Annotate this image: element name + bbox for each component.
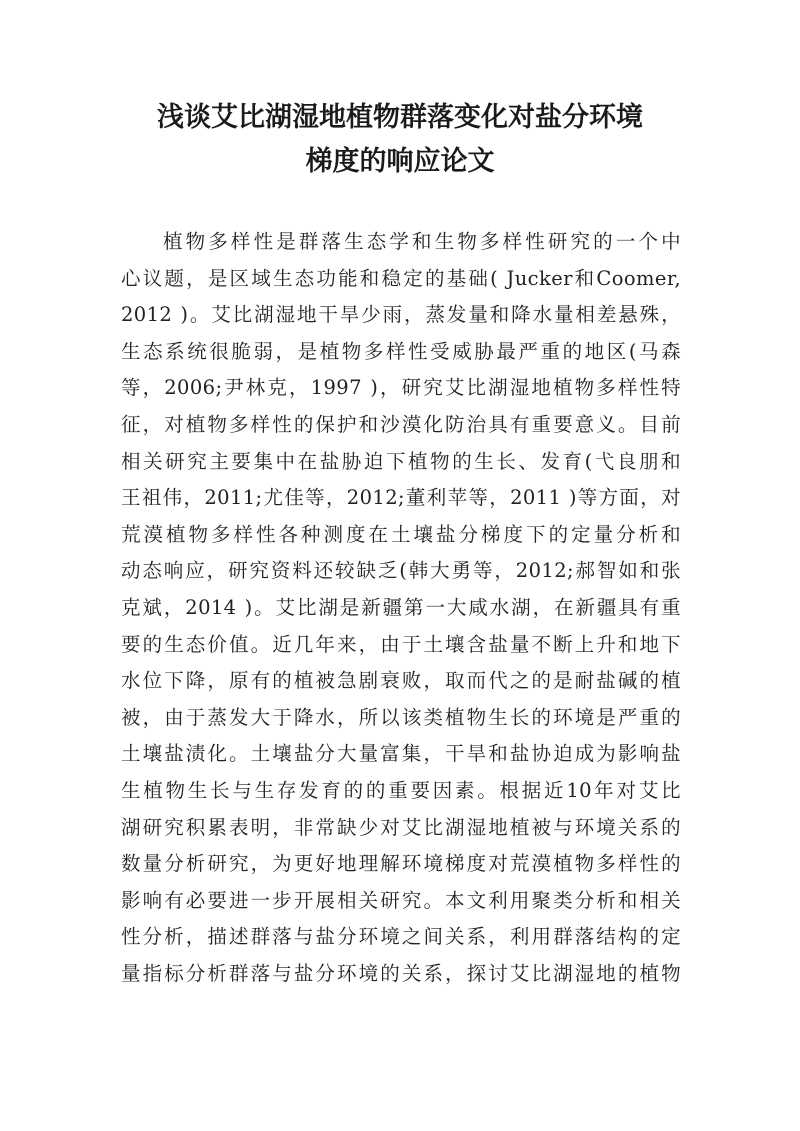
paragraph-line: 要的生态价值。近几年来，由于土壤含盐量不断上升和地下 — [121, 632, 681, 656]
paragraph-line: 征，对植物多样性的保护和沙漠化防治具有重要意义。目前 — [121, 412, 681, 436]
paragraph-line: 荒漠植物多样性各种测度在土壤盐分梯度下的定量分析和 — [121, 522, 681, 546]
paragraph-line: 数量分析研究，为更好地理解环境梯度对荒漠植物多样性的 — [121, 852, 681, 876]
paragraph-line: 植物多样性是群落生态学和生物多样性研究的一个中 — [163, 230, 681, 253]
title-line: 梯度的响应论文 — [305, 146, 495, 177]
paragraph-line: 动态响应，研究资料还较缺乏(韩大勇等，2012;郝智如和张 — [121, 559, 681, 583]
paragraph-line: 湖研究积累表明，非常缺少对艾比湖湿地植被与环境关系的 — [121, 815, 681, 839]
paragraph-line: 生态系统很脆弱，是植物多样性受威胁最严重的地区(马森 — [121, 339, 681, 363]
body-paragraph — [121, 224, 681, 992]
title-line: 浅谈艾比湖湿地植物群落变化对盐分环境 — [157, 102, 643, 133]
paragraph-line: 量指标分析群落与盐分环境的关系，探讨艾比湖湿地的植物 — [121, 961, 681, 985]
paragraph-line: 克斌，2014 )。艾比湖是新疆第一大咸水湖，在新疆具有重 — [121, 595, 681, 619]
paragraph-line: 水位下降，原有的植被急剧衰败，取而代之的是耐盐碱的植 — [121, 669, 681, 693]
paragraph-line: 被，由于蒸发大于降水，所以该类植物生长的环境是严重的 — [121, 705, 681, 729]
page-title — [60, 96, 740, 184]
paragraph-line: 2012 )。艾比湖湿地干旱少雨，蒸发量和降水量相差悬殊， — [121, 303, 681, 327]
paragraph-line: 等，2006;尹林克，1997 )，研究艾比湖湿地植物多样性特 — [121, 376, 681, 400]
paragraph-line: 心议题，是区域生态功能和稳定的基础( Jucker和Coomer, — [121, 266, 681, 290]
paragraph-line: 性分析，描述群落与盐分环境之间关系，利用群落结构的定 — [121, 925, 681, 949]
paragraph-line: 相关研究主要集中在盐胁迫下植物的生长、发育(弋良朋和 — [121, 449, 681, 473]
paragraph-line: 生植物生长与生存发育的的重要因素。根据近10年对艾比 — [121, 778, 681, 802]
paragraph-line: 土壤盐渍化。土壤盐分大量富集，干旱和盐协迫成为影响盐 — [121, 742, 681, 766]
paragraph-line: 王祖伟，2011;尤佳等，2012;董利苹等，2011 )等方面，对 — [121, 486, 681, 510]
paragraph-line: 影响有必要进一步开展相关研究。本文利用聚类分析和相关 — [121, 888, 681, 912]
